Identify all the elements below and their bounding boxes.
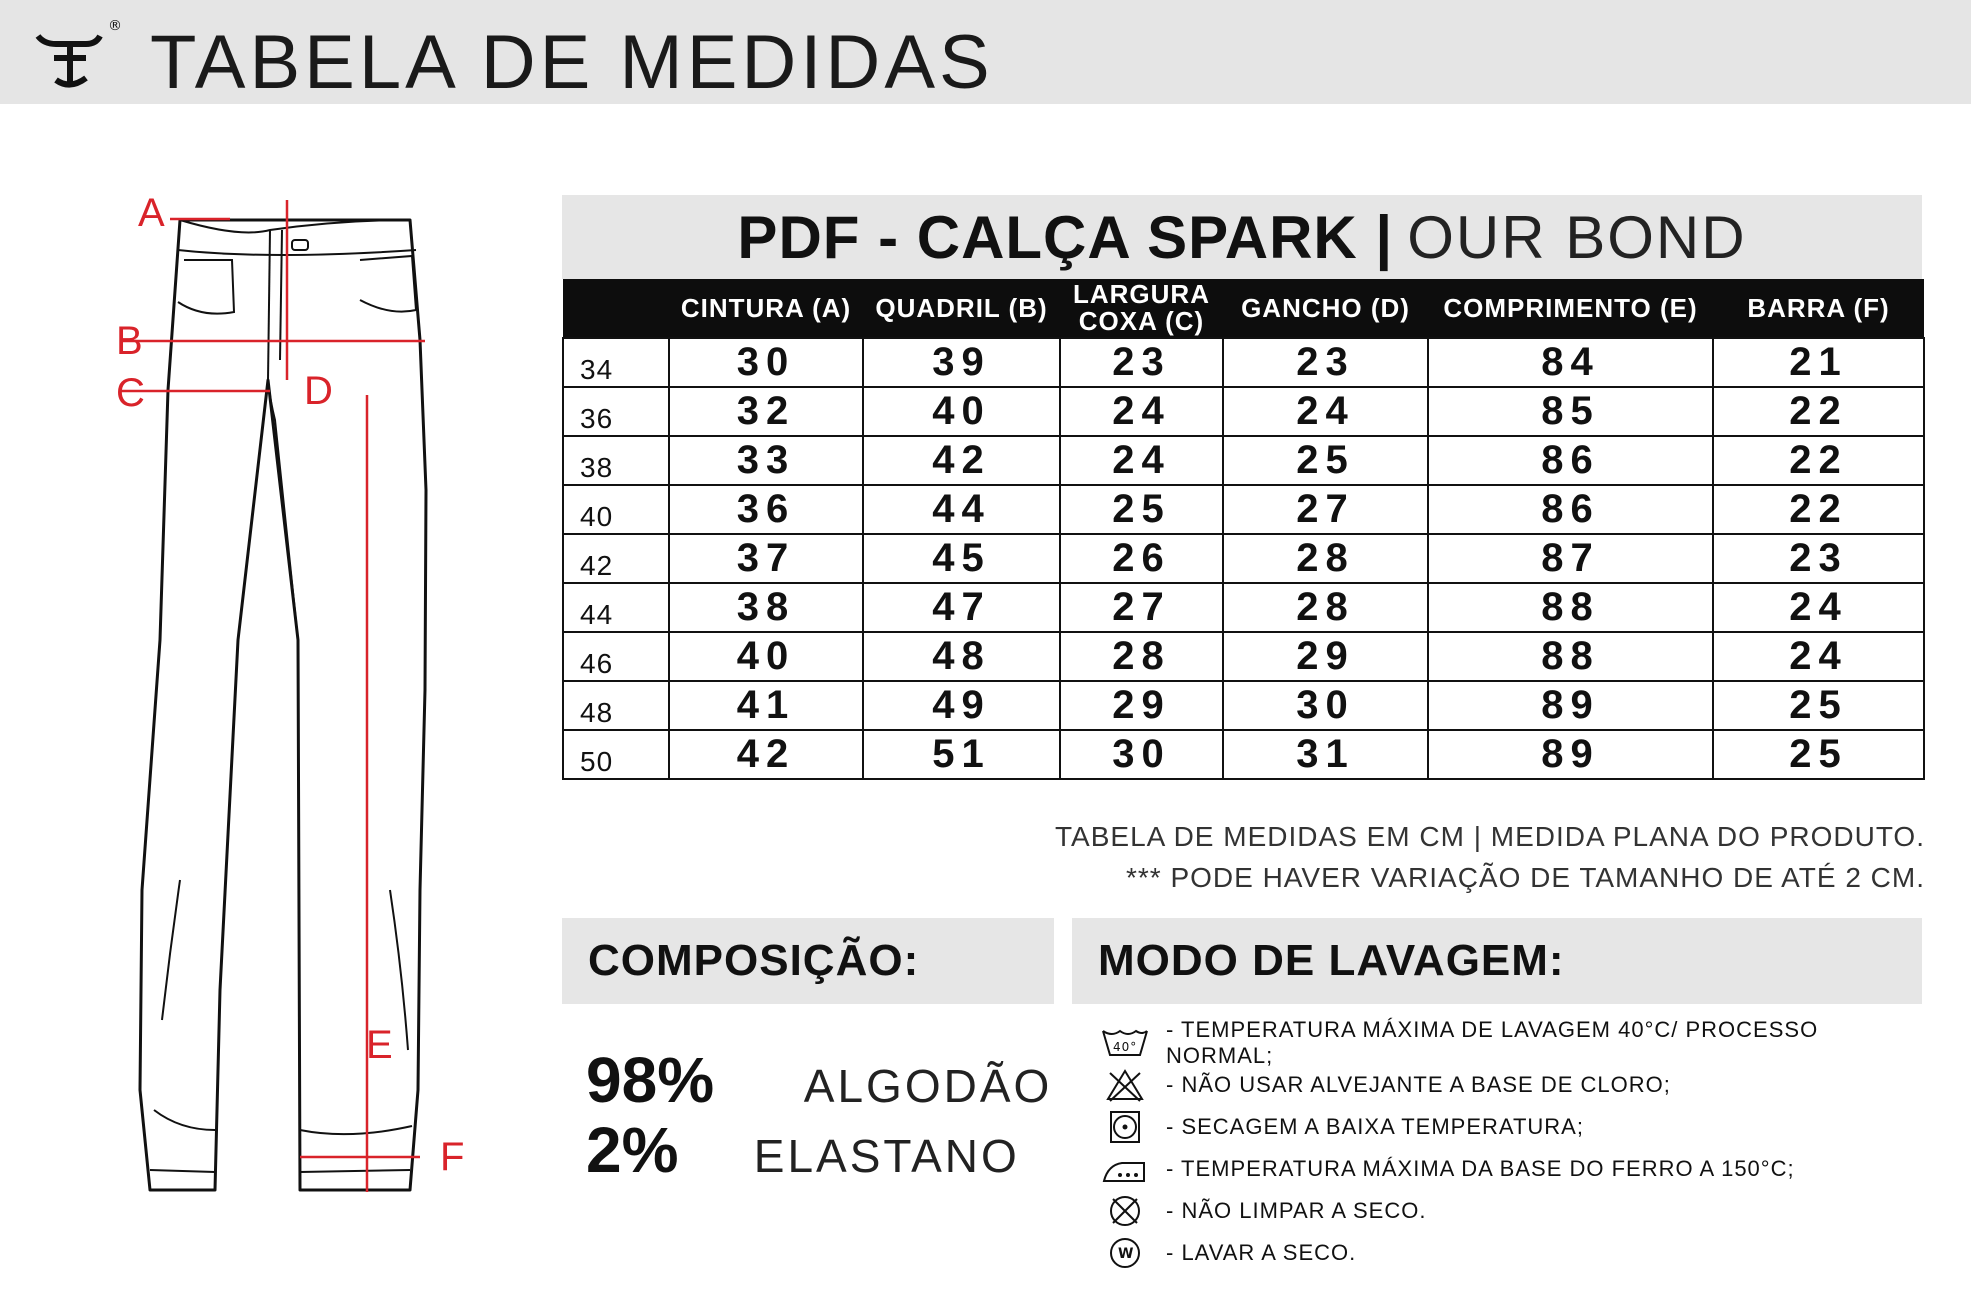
header-cintura: CINTURA (A) <box>669 279 863 338</box>
composition-material: ELASTANO <box>753 1130 1020 1182</box>
composition-title: COMPOSIÇÃO: <box>562 918 1054 1004</box>
measure-cell: 25 <box>1713 730 1924 779</box>
measure-cell: 25 <box>1713 681 1924 730</box>
measure-cell: 22 <box>1713 387 1924 436</box>
measure-cell: 36 <box>669 485 863 534</box>
wash-item-text: - NÃO LIMPAR A SECO. <box>1166 1198 1427 1223</box>
measure-cell: 84 <box>1428 338 1713 387</box>
measure-cell: 87 <box>1428 534 1713 583</box>
measure-cell: 23 <box>1223 338 1428 387</box>
measure-cell: 21 <box>1713 338 1924 387</box>
wash-item-text: - NÃO USAR ALVEJANTE A BASE DE CLORO; <box>1166 1072 1671 1097</box>
measure-cell: 40 <box>669 632 863 681</box>
page-title: TABELA DE MEDIDAS <box>150 20 994 105</box>
measure-cell: 27 <box>1060 583 1223 632</box>
header-gancho: GANCHO (D) <box>1223 279 1428 338</box>
diagram-label-c: C <box>116 371 145 415</box>
table-row <box>563 632 1924 681</box>
measure-cell: 29 <box>1223 632 1428 681</box>
wash-item-text: - TEMPERATURA MÁXIMA DE LAVAGEM 40°C/ PROCESSO NORMAL; <box>1166 1017 1819 1068</box>
size-cell: 36 <box>563 387 669 436</box>
measure-cell: 28 <box>1223 534 1428 583</box>
diagram-label-f: F <box>440 1135 465 1179</box>
svg-text:W: W <box>1118 1246 1135 1262</box>
measure-cell: 42 <box>863 436 1060 485</box>
measure-cell: 29 <box>1060 681 1223 730</box>
measure-cell: 88 <box>1428 632 1713 681</box>
measure-cell: 88 <box>1428 583 1713 632</box>
measure-cell: 45 <box>863 534 1060 583</box>
header-largura-coxa: LARGURA COXA (C) <box>1060 279 1223 338</box>
table-row <box>563 681 1924 730</box>
wash-item-text: - TEMPERATURA MÁXIMA DA BASE DO FERRO A 150°C; <box>1166 1156 1795 1181</box>
table-title <box>562 195 1922 279</box>
no-bleach-icon <box>1100 1067 1150 1103</box>
header-size <box>563 279 669 338</box>
size-cell: 42 <box>563 534 669 583</box>
size-cell: 50 <box>563 730 669 779</box>
diagram-label-a: A <box>138 191 165 235</box>
table-notes <box>1055 816 1925 898</box>
size-cell: 34 <box>563 338 669 387</box>
measure-cell: 27 <box>1223 485 1428 534</box>
measure-cell: 25 <box>1060 485 1223 534</box>
measure-cell: 40 <box>863 387 1060 436</box>
table-title-brand: OUR BOND <box>1407 203 1747 271</box>
wash-40-icon <box>1100 1025 1150 1061</box>
iron-150-icon <box>1100 1151 1150 1187</box>
measure-cell: 30 <box>1060 730 1223 779</box>
tumble-dry-low-icon <box>1100 1109 1150 1145</box>
measure-cell: 32 <box>669 387 863 436</box>
washing-list <box>1100 1017 1930 1274</box>
diagram-label-e: E <box>366 1023 393 1067</box>
measure-cell: 85 <box>1428 387 1713 436</box>
wash-item <box>1100 1017 1930 1068</box>
composition-row <box>586 1044 1053 1118</box>
measure-cell: 24 <box>1060 436 1223 485</box>
table-row <box>563 338 1924 387</box>
size-table <box>562 279 1925 780</box>
header-comprimento: COMPRIMENTO (E) <box>1428 279 1713 338</box>
measure-cell: 22 <box>1713 436 1924 485</box>
measure-cell: 89 <box>1428 681 1713 730</box>
svg-text:40°: 40° <box>1113 1040 1138 1054</box>
size-table-section <box>562 195 1922 780</box>
wash-item <box>1100 1064 1930 1106</box>
measure-cell: 30 <box>669 338 863 387</box>
table-header-row <box>563 279 1924 338</box>
measure-cell: 25 <box>1223 436 1428 485</box>
wash-item <box>1100 1190 1930 1232</box>
size-cell: 46 <box>563 632 669 681</box>
measure-cell: 47 <box>863 583 1060 632</box>
washing-title: MODO DE LAVAGEM: <box>1072 918 1922 1004</box>
measure-cell: 49 <box>863 681 1060 730</box>
pants-diagram <box>116 190 480 1220</box>
note-line-2: *** PODE HAVER VARIAÇÃO DE TAMANHO DE ATÉ 2 CM. <box>1125 862 1925 893</box>
svg-text:®: ® <box>108 18 122 34</box>
measure-cell: 24 <box>1060 387 1223 436</box>
wash-item-text: - LAVAR A SECO. <box>1166 1240 1357 1265</box>
note-line-1: TABELA DE MEDIDAS EM CM | MEDIDA PLANA DO PRODUTO. <box>1055 821 1925 852</box>
wash-item-text: - SECAGEM A BAIXA TEMPERATURA; <box>1166 1114 1584 1139</box>
header-quadril: QUADRIL (B) <box>863 279 1060 338</box>
table-row <box>563 534 1924 583</box>
measure-cell: 39 <box>863 338 1060 387</box>
measure-cell: 23 <box>1060 338 1223 387</box>
composition-percent: 2% <box>586 1114 679 1186</box>
measure-cell: 22 <box>1713 485 1924 534</box>
brand-logo-icon <box>34 14 124 94</box>
size-cell: 38 <box>563 436 669 485</box>
measure-cell: 38 <box>669 583 863 632</box>
wash-item <box>1100 1232 1930 1274</box>
measure-cell: 24 <box>1713 632 1924 681</box>
composition-percent: 98% <box>586 1044 715 1116</box>
measure-cell: 48 <box>863 632 1060 681</box>
measure-cell: 86 <box>1428 485 1713 534</box>
measure-cell: 31 <box>1223 730 1428 779</box>
measure-cell: 41 <box>669 681 863 730</box>
composition-row <box>586 1114 1020 1188</box>
measure-cell: 24 <box>1713 583 1924 632</box>
header-barra: BARRA (F) <box>1713 279 1924 338</box>
table-row <box>563 436 1924 485</box>
table-row <box>563 387 1924 436</box>
measure-cell: 28 <box>1223 583 1428 632</box>
table-title-product: PDF - CALÇA SPARK | <box>737 203 1394 271</box>
table-row <box>563 583 1924 632</box>
size-cell: 44 <box>563 583 669 632</box>
measure-cell: 51 <box>863 730 1060 779</box>
measure-cell: 26 <box>1060 534 1223 583</box>
measure-cell: 89 <box>1428 730 1713 779</box>
measure-cell: 86 <box>1428 436 1713 485</box>
size-cell: 40 <box>563 485 669 534</box>
measure-cell: 28 <box>1060 632 1223 681</box>
composition-material: ALGODÃO <box>803 1060 1053 1112</box>
page-header <box>0 0 1971 104</box>
wet-clean-icon <box>1100 1235 1150 1271</box>
measure-cell: 42 <box>669 730 863 779</box>
measure-cell: 37 <box>669 534 863 583</box>
table-row <box>563 730 1924 779</box>
diagram-label-b: B <box>116 319 143 363</box>
measure-cell: 33 <box>669 436 863 485</box>
table-row <box>563 485 1924 534</box>
measure-cell: 24 <box>1223 387 1428 436</box>
diagram-label-d: D <box>304 369 333 413</box>
wash-item <box>1100 1148 1930 1190</box>
measure-cell: 44 <box>863 485 1060 534</box>
wash-item <box>1100 1106 1930 1148</box>
measure-cell: 30 <box>1223 681 1428 730</box>
measure-cell: 23 <box>1713 534 1924 583</box>
size-cell: 48 <box>563 681 669 730</box>
no-dry-clean-icon <box>1100 1193 1150 1229</box>
